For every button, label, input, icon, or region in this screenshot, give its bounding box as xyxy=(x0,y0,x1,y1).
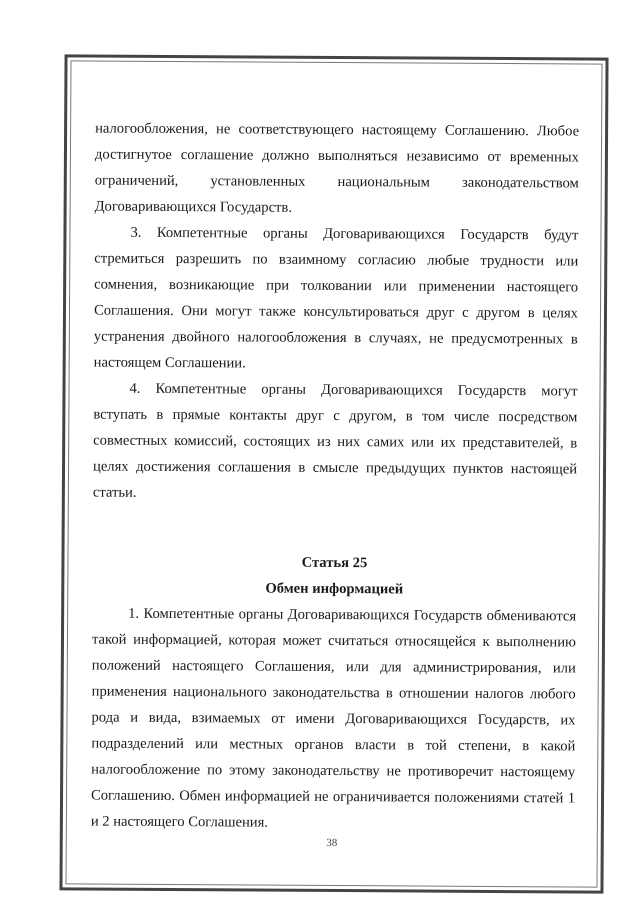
article-number: Статья 25 xyxy=(301,554,368,572)
paragraph-3: 3. Компетентные органы Договаривающихся Государств будут стремиться разрешить по взаимному согласию любые трудности или сомнения, возникающие при толковании или применении настоящего Соглашения. Они могут также консультироваться друг с другом в целях устранения двойного налогообложения в случаях, не предусмотренных в настоящем Соглашении. xyxy=(93,224,579,372)
paragraph-4: 4. Компетентные органы Договаривающихся Государств могут вступать в прямые контакты друг с другом, в том числе посредством совместных комиссий, состоящих из них самих или их представителей, в целях достижения соглашения в смысле предыдущих пунктов настоящей статьи. xyxy=(92,380,578,501)
page-border xyxy=(59,54,608,893)
article-title: Обмен информацией xyxy=(265,580,404,598)
document-body xyxy=(91,116,579,838)
paragraph-continuation: налогообложения, не соответствующего настоящему Соглашению. Любое достигнутое соглашение должно выполняться независимо от временных ограничений, установленных национальным законодательством Договаривающихся Государств. xyxy=(94,120,580,216)
section-spacer xyxy=(93,506,577,552)
article-paragraph-1: 1. Компетентные органы Договаривающихся Государств обмениваются такой информацией, которая может считаться относящейся к выполнению положений настоящего Соглашения, или для администрирования, или применения национального законодательства в отношении налогов любого рода и вида, взимаемых от имени Договаривающихся Государств, их подразделений или местных органов власти в той степени, в какой налогообложение по этому законодательству не противоречит настоящему Соглашению. Обмен информацией не ограничивается положениями статей 1 и 2 настоящего Соглашения. xyxy=(90,605,577,831)
page-number: 38 xyxy=(326,836,338,850)
